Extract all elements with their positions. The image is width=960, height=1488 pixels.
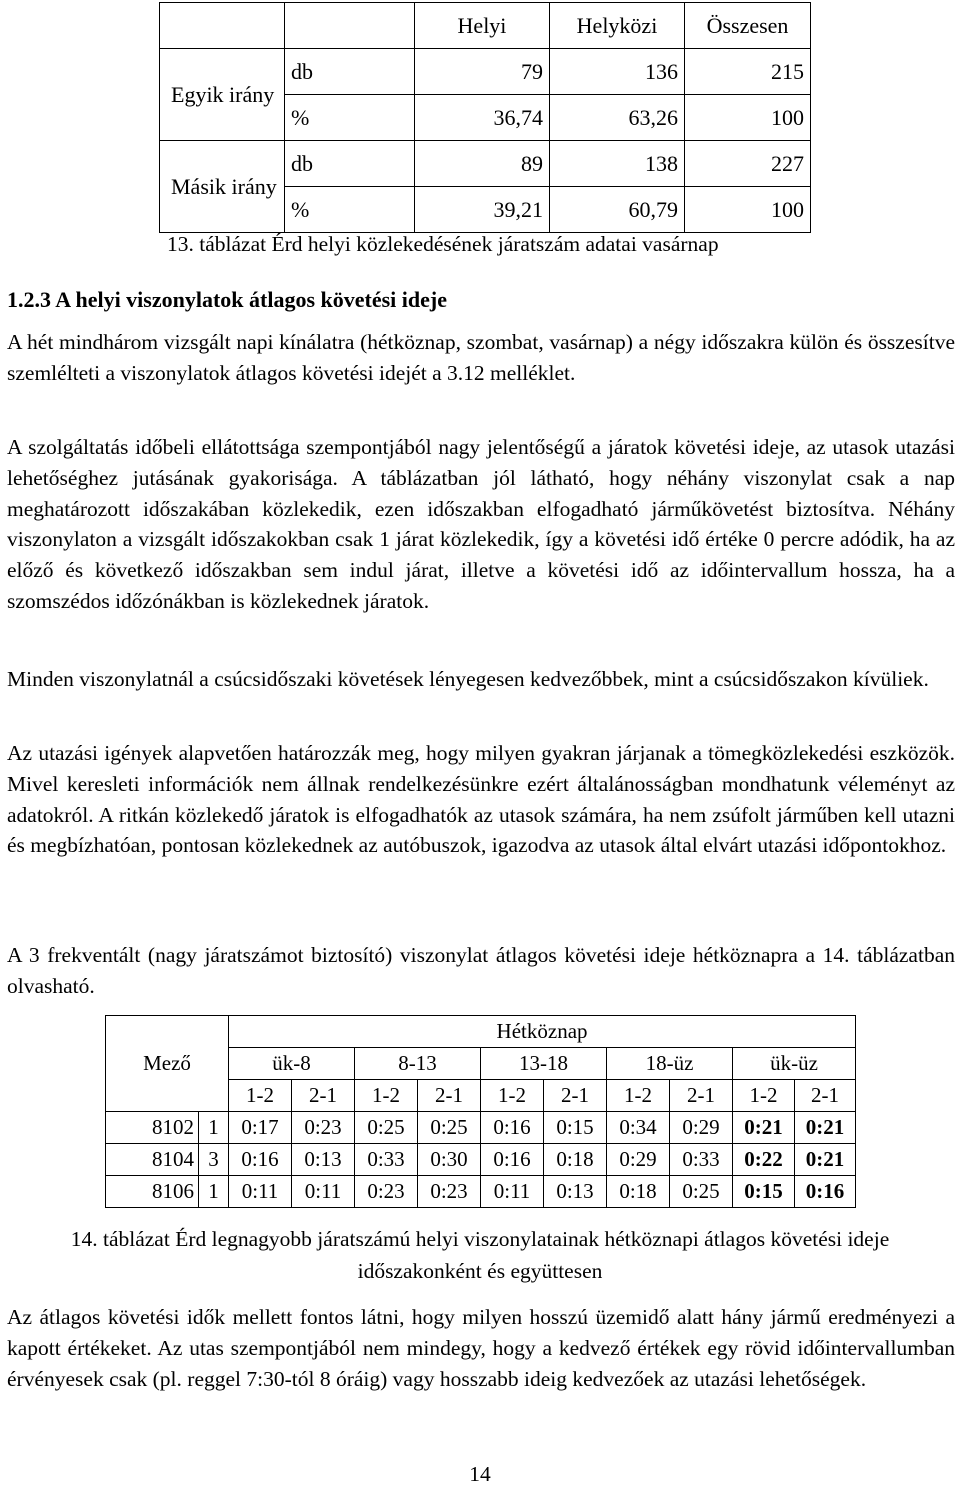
table-row [160,3,811,49]
table-cell: 0:13 [544,1176,607,1208]
unit-cell: db [285,49,415,95]
direction-header: 1-2 [481,1080,544,1112]
unit-cell: % [285,95,415,141]
table-cell: 0:21 [733,1112,795,1144]
table-cell: 0:18 [544,1144,607,1176]
paragraph-1: A hét mindhárom vizsgált napi kínálatra (hétköznap, szombat, vasárnap) a négy időszakra külön és összesítve szemlélteti a viszonylatok átlagos követési idejét a 3.12 melléklet. [7,330,955,385]
table-cell: 0:11 [229,1176,292,1208]
mezo-value: 1 [199,1112,229,1144]
column-header: Összesen [685,3,811,49]
row-group-label: Másik irány [160,141,285,233]
table-cell: 0:23 [292,1112,355,1144]
table-cell: 0:29 [607,1144,670,1176]
table-cell: 0:16 [229,1144,292,1176]
table-cell: 227 [685,141,811,187]
period-header: 8-13 [355,1048,481,1080]
table-13-caption: 13. táblázat Érd helyi közlekedésének járatszám adatai vasárnap [167,232,719,256]
column-header: Helyi [415,3,550,49]
table-cell: 0:13 [292,1144,355,1176]
table-cell: 0:21 [795,1144,856,1176]
table-14-caption: 14. táblázat Érd legnagyobb járatszámú helyi viszonylatainak hétköznapi átlagos követési ideje időszakonként és együttesen [70,1227,890,1283]
table-cell: 100 [685,187,811,233]
table-cell: 100 [685,95,811,141]
row-group-label: Egyik irány [160,49,285,141]
paragraph-5: A 3 frekventált (nagy járatszámot biztosító) viszonylat átlagos követési ideje hétköznapra a 14. táblázatban olvasható. [7,943,955,998]
closing-paragraph: Az átlagos követési idők mellett fontos látni, hogy milyen hosszú üzemidő alatt hány jármű eredményezi a kapott értékeket. Az utas szempontjából nem mindegy, hogy a kedvező értékek egy rövid időintervallumban érvényesek csak (pl. reggel 7:30-tól 8 óráig) vagy hosszabb ideig kedvezőek az utazási lehetőségek. [7,1305,955,1391]
table-cell: 60,79 [550,187,685,233]
direction-header: 1-2 [733,1080,795,1112]
table-cell: 63,26 [550,95,685,141]
paragraph-2: A szolgáltatás időbeli ellátottsága szempontjából nagy jelentőségű a járatok követési ideje, az utasok utazási lehetőséghez jutásának gyakorisága. A táblázatban jól látható, hogy néhány viszonylat csak a nap meghatározott időszakában közlekedik, ezen időszakban elfogadható járműkövetést biztosítva. Néhány viszonylaton a vizsgált időszakokban csak 1 járat közlekedik, így a követési idő értéke 0 percre adódik, ha az előző és következő időszakban sem indul járat, illetve a követési idő az időintervallum hossza, ha a szomszédos időzónákban is közlekednek járatok. [7,435,955,613]
table-row [160,141,811,187]
direction-header: 2-1 [670,1080,733,1112]
table-cell: 136 [550,49,685,95]
table-cell: 0:16 [795,1176,856,1208]
table-cell: 138 [550,141,685,187]
unit-cell: db [285,141,415,187]
table-14 [105,1015,856,1208]
table-cell: 0:16 [481,1144,544,1176]
column-header: Helyközi [550,3,685,49]
day-header: Hétköznap [229,1016,856,1048]
section-heading: 1.2.3 A helyi viszonylatok átlagos követési ideje [7,287,447,312]
table-cell: 0:25 [355,1112,418,1144]
table-cell: 0:25 [670,1176,733,1208]
period-header: ük-8 [229,1048,355,1080]
table-cell: 0:21 [795,1112,856,1144]
mezo-header: Mező [106,1016,229,1112]
table-cell: 0:11 [292,1176,355,1208]
table-cell: 0:25 [418,1112,481,1144]
table-cell: 0:29 [670,1112,733,1144]
mezo-value: 1 [199,1176,229,1208]
table-cell: 0:11 [481,1176,544,1208]
table-cell: 0:18 [607,1176,670,1208]
period-header: 18-üz [607,1048,733,1080]
page-number: 14 [469,1462,491,1486]
table-row [160,49,811,95]
line-number: 8104 [106,1144,199,1176]
table-cell: 79 [415,49,550,95]
table-cell: 0:30 [418,1144,481,1176]
table-13 [159,2,811,233]
paragraph-4: Az utazási igények alapvetően határozzák meg, hogy milyen gyakran járjanak a tömegközlekedési eszközök. Mivel keresleti információk nem állnak rendelkezésünkre ezért általánosságban mondhatunk véleményt az adatokról. A ritkán közlekedő járatok is elfogadhatók az utasok számára, ha nem zsúfolt járműben kell utazni és megbízhatóan, pontosan közlekednek az autóbuszok, igazodva az utasok által elvárt utazási időpontokhoz. [7,741,955,858]
table-cell: 0:15 [544,1112,607,1144]
table-cell: 0:15 [733,1176,795,1208]
unit-cell: % [285,187,415,233]
table-row [106,1176,856,1208]
table-cell: 0:33 [670,1144,733,1176]
table-cell [285,3,415,49]
direction-header: 1-2 [229,1080,292,1112]
line-number: 8106 [106,1176,199,1208]
table-cell [160,3,285,49]
direction-header: 2-1 [418,1080,481,1112]
period-header: ük-üz [733,1048,856,1080]
table-cell: 89 [415,141,550,187]
table-cell: 0:34 [607,1112,670,1144]
table-cell: 215 [685,49,811,95]
direction-header: 1-2 [607,1080,670,1112]
direction-header: 2-1 [544,1080,607,1112]
table-cell: 0:16 [481,1112,544,1144]
direction-header: 1-2 [355,1080,418,1112]
table-cell: 0:33 [355,1144,418,1176]
line-number: 8102 [106,1112,199,1144]
direction-header: 2-1 [795,1080,856,1112]
period-header: 13-18 [481,1048,607,1080]
table-cell: 39,21 [415,187,550,233]
table-cell: 36,74 [415,95,550,141]
table-row [106,1112,856,1144]
direction-header: 2-1 [292,1080,355,1112]
table-row [106,1144,856,1176]
paragraph-3: Minden viszonylatnál a csúcsidőszaki követések lényegesen kedvezőbbek, mint a csúcsidőszakon kívüliek. [7,667,929,691]
table-cell: 0:23 [355,1176,418,1208]
table-cell: 0:22 [733,1144,795,1176]
table-row [106,1016,856,1048]
mezo-value: 3 [199,1144,229,1176]
table-cell: 0:23 [418,1176,481,1208]
table-cell: 0:17 [229,1112,292,1144]
